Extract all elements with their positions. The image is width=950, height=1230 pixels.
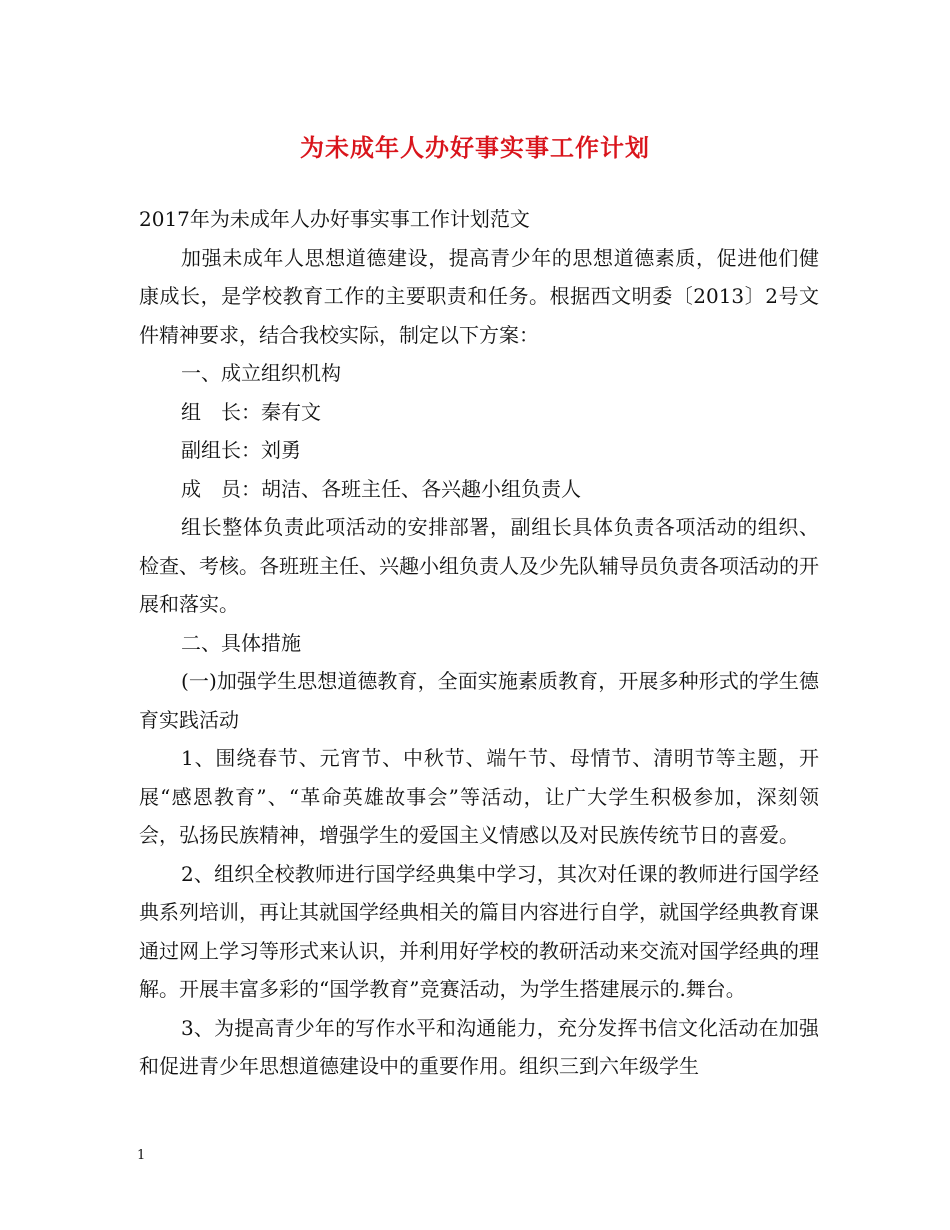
paragraph-members: 成 员：胡洁、各班主任、各兴趣小组负责人 (181, 476, 581, 501)
paragraph-item-3: 3、为提高青少年的写作水平和沟通能力，充分发挥书信文化活动在加强和促进青少年思想道德建设中的重要作用。组织三到六年级学生 (139, 1015, 819, 1078)
subsection-heading-moral-education: (一)加强学生思想道德教育，全面实施素质教育，开展多种形式的学生德育实践活动 (139, 669, 819, 732)
paragraph-deputy-leader: 副组长：刘勇 (181, 438, 301, 462)
paragraph-responsibilities: 组长整体负责此项活动的安排部署，副组长具体负责各项活动的组织、检查、考核。各班班主任、兴趣小组负责人及少先队辅导员负责各项活动的开展和落实。 (139, 515, 819, 616)
page-number: 1 (137, 1148, 146, 1163)
document-subtitle: 2017年为未成年人办好事实事工作计划范文 (139, 207, 530, 231)
paragraph-intro: 加强未成年人思想道德建设，提高青少年的思想道德素质，促进他们健康成长，是学校教育工作的主要职责和任务。根据西文明委〔2013〕2号文件精神要求，结合我校实际，制定以下方案： (139, 245, 819, 347)
paragraph-item-1: 1、围绕春节、元宵节、中秋节、端午节、母情节、清明节等主题，开展“感恩教育”、“革命英雄故事会”等活动，让广大学生积极参加，深刻领会，弘扬民族精神，增强学生的爱国主义情感以及对民族传统节日的喜爱。 (139, 746, 819, 847)
section-heading-organization: 一、成立组织机构 (181, 361, 341, 385)
paragraph-item-2: 2、组织全校教师进行国学经典集中学习，其次对任课的教师进行国学经典系列培训，再让其就国学经典相关的篇目内容进行自学，就国学经典教育课通过网上学习等形式来认识，并利用好学校的教研活动来交流对国学经典的理解。开展丰富多彩的“国学教育”竞赛活动，为学生搭建展示的.舞台。 (139, 861, 819, 1001)
document-title: 为未成年人办好事实事工作计划 (300, 133, 650, 162)
paragraph-leader: 组 长：秦有文 (181, 399, 321, 424)
section-heading-measures: 二、具体措施 (181, 630, 301, 655)
document-body (139, 200, 819, 1086)
